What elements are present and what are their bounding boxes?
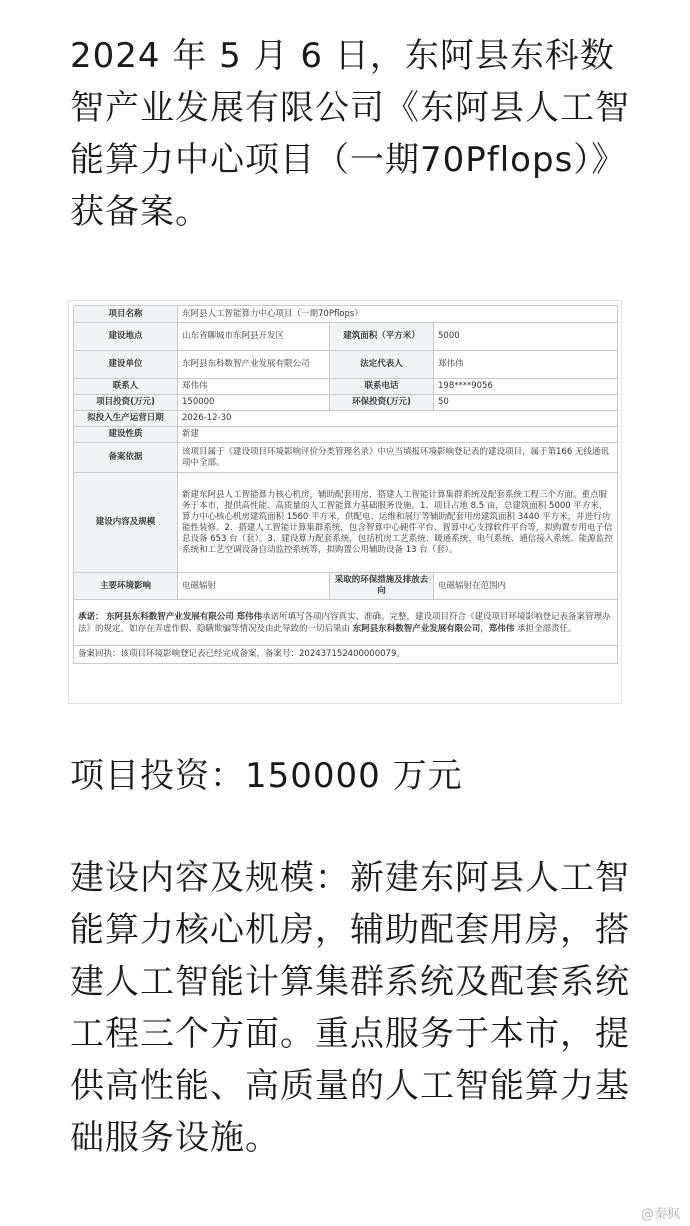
impact-label: 主要环境影响 [74,573,178,600]
table-row [74,351,618,379]
env-investment-label: 环保投资(万元) [330,395,434,411]
builder-value: 东阿县东科数智产业发展有限公司 [178,351,330,379]
builder-label: 建设单位 [74,351,178,379]
table-row [74,323,618,351]
promise-cell: 承诺： 东阿县东科数智产业发展有限公司 郑伟伟承诺所填写各项内容真实、准确、完整，建设项目符合《建设项目环境影响登记表备案管理办法》的规定。如存在弄虚作假、隐瞒欺骗等情况及由此导致的一切后果由 东阿县东科数智产业发展有限公司，郑伟伟 承担全部责任。 [74,600,618,646]
watermark: @秦枫 [640,1207,680,1222]
content-value: 新建东阿县人工智能算力核心机房，辅助配套用房，搭建人工智能计算集群系统及配套系统工程三个方面。重点服务于本市，提供高性能、高质量的人工智能算力基础服务设施。1、项目占地 8.5 亩，总建筑面积 5000 平方米，算力中心核心机房建筑面积 1560 平方米，供配电、运维和展厅等辅助配套用房建筑面积 3440 平方米，并进行功能性装修。2、搭建人工智能计算集群系统，包含智算中心硬件平台、智算中心支撑软件平台等，拟购置专用电子信息设备 653 台（套）。3、建设算力配套系统，包括机房工艺系统、暖通系统、电气系统、通信接入系统、能源监控系统和工艺空调设备自动监控系统等，拟购置公用辅助设备 13 台（套）。 [178,473,618,573]
location-label: 建设地点 [74,323,178,351]
promise-text-2: 承担全部责任。 [516,623,577,634]
scope-paragraph: 建设内容及规模：新建东阿县人工智能算力核心机房，辅助配套用房，搭建人工智能计算集群系统及配套系统工程三个方面。重点服务于本市，提供高性能、高质量的人工智能算力基础服务设施。 [70,858,630,1158]
promise-company: 东阿县东科数智产业发展有限公司 [106,611,234,622]
measures-value: 电磁辐射在范围内 [434,573,618,600]
table-row [74,427,618,443]
operation-date-value: 2026-12-30 [178,411,618,427]
table-row [74,600,618,646]
investment-paragraph: 项目投资：150000 万元 [70,756,463,796]
investment-value: 150000 [178,395,330,411]
filing-record-table [73,305,618,664]
contact-value: 郑伟伟 [178,379,330,395]
investment-label: 项目投资(万元) [74,395,178,411]
table-row [74,395,618,411]
table-row [74,646,618,664]
phone-value: 198****9056 [434,379,618,395]
table-row [74,379,618,395]
table-row [74,306,618,323]
impact-value: 电磁辐射 [178,573,330,600]
floor-area-value: 5000 [434,323,618,351]
measures-label: 采取的环保措施及排放去向 [330,573,434,600]
filing-record-image [68,300,622,704]
basis-label: 备案依据 [74,443,178,473]
table-row [74,411,618,427]
promise-label: 承诺： [78,611,104,622]
project-name-value: 东阿县人工智能算力中心项目（一期70Pflops） [178,306,618,323]
basis-value: 该项目属于《建设项目环境影响评价分类管理名录》中应当填报环境影响登记表的建设项目，属于第166 无线通讯项中全部。 [178,443,618,473]
table-row [74,473,618,573]
table-row [74,573,618,600]
table-row [74,443,618,473]
operation-date-label: 拟投入生产运营日期 [74,411,178,427]
nature-value: 新建 [178,427,618,443]
promise-company-2: 东阿县东科数智产业发展有限公司 [352,623,481,634]
floor-area-label: 建筑面积（平方米） [330,323,434,351]
contact-label: 联系人 [74,379,178,395]
location-value: 山东省聊城市东阿县开发区 [178,323,330,351]
promise-person-2: 郑伟伟 [488,623,515,634]
receipt-text: 备案回执：该项目环境影响登记表已经完成备案，备案号：202437152400000079。 [74,646,618,664]
project-name-label: 项目名称 [74,306,178,323]
legal-rep-label: 法定代表人 [330,351,434,379]
promise-text-1: 承诺所填写各项内容真实、准确、完整，建设项目符合《建设项目环境影响登记表备案管理办法》的规定。如存在弄虚作假、隐瞒欺骗等情况及由此导致的一切后果由 [78,611,611,634]
intro-paragraph: 2024 年 5 月 6 日，东阿县东科数智产业发展有限公司《东阿县人工智能算力中心项目（一期70Pflops）》获备案。 [70,36,630,232]
env-investment-value: 50 [434,395,618,411]
legal-rep-value: 郑伟伟 [434,351,618,379]
promise-person: 郑伟伟 [236,611,262,622]
content-label: 建设内容及规模 [74,473,178,573]
phone-label: 联系电话 [330,379,434,395]
nature-label: 建设性质 [74,427,178,443]
